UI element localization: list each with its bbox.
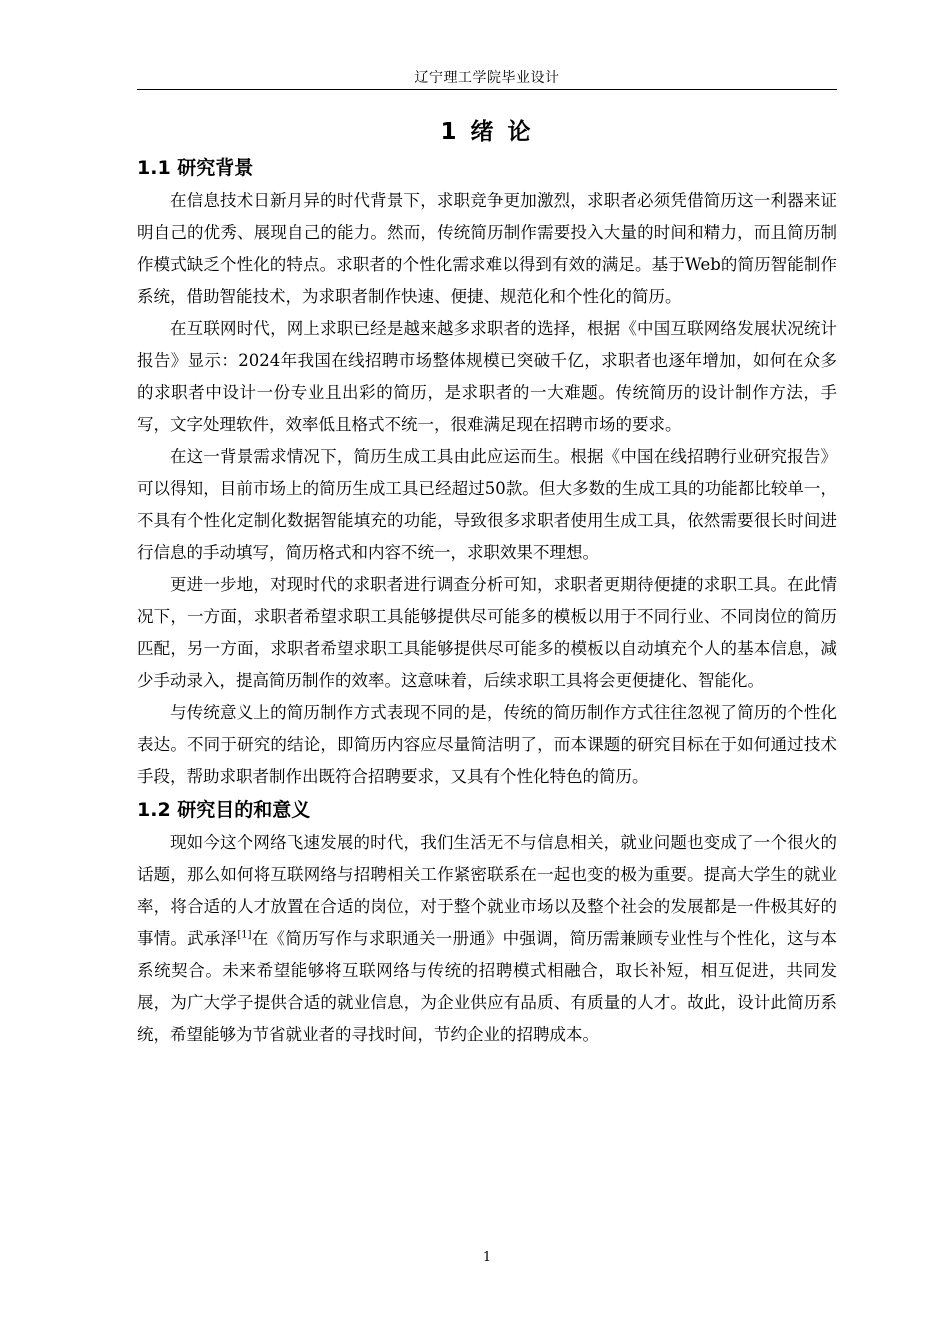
paragraph-with-citation <box>137 827 837 1051</box>
section-title-1-2: 1.2 研究目的和意义 <box>137 799 311 821</box>
paragraph: 在这一背景需求情况下，简历生成工具由此应运而生。根据《中国在线招聘行业研究报告》可以得知，目前市场上的简历生成工具已经超过50款。但大多数的生成工具的功能都比较单一，不具有个性化定制化数据智能填充的功能，导致很多求职者使用生成工具，依然需要很长时间进行信息的手动填写，简历格式和内容不统一，求职效果不理想。 <box>137 447 837 562</box>
section-title-1-1: 1.1 研究背景 <box>137 157 254 179</box>
chapter-title: 1 绪 论 <box>440 119 534 145</box>
paragraph: 更进一步地，对现时代的求职者进行调查分析可知，求职者更期待便捷的求职工具。在此情况下，一方面，求职者希望求职工具能够提供尽可能多的模板以用于不同行业、不同岗位的简历匹配，另一方面，求职者希望求职工具能够提供尽可能多的模板以自动填充个人的基本信息，减少手动录入，提高简历制作的效率。这意味着，后续求职工具将会更便捷化、智能化。 <box>137 575 837 690</box>
paragraph: 与传统意义上的简历制作方式表现不同的是，传统的简历制作方式往往忽视了简历的个性化表达。不同于研究的结论，即简历内容应尽量简洁明了，而本课题的研究目标在于如何通过技术手段，帮助求职者制作出既符合招聘要求，又具有个性化特色的简历。 <box>137 703 837 786</box>
paragraph: 在互联网时代，网上求职已经是越来越多求职者的选择，根据《中国互联网络发展状况统计报告》显示：2024年我国在线招聘市场整体规模已突破千亿，求职者也逐年增加，如何在众多的求职者中设计一份专业且出彩的简历，是求职者的一大难题。传统简历的设计制作方法，手写，文字处理软件，效率低且格式不统一，很难满足现在招聘市场的要求。 <box>137 319 837 434</box>
page-header: 辽宁理工学院毕业设计 <box>414 70 560 86</box>
paragraph-text-before-citation: 现如今这个网络飞速发展的时代，我们生活无不与信息相关，就业问题也变成了一个很火的话题，那么如何将互联网络与招聘相关工作紧密联系在一起也变的极为重要。提高大学生的就业率，将合适的人才放置在合适的岗位，对于整个就业市场以及整个社会的发展都是一件极其好的事情。武承泽 <box>137 833 837 948</box>
paragraph-text-after-citation: 在《简历写作与求职通关一册通》中强调，简历需兼顾专业性与个性化，这与本系统契合。未来希望能够将互联网络与传统的招聘模式相融合，取长补短，相互促进，共同发展，为广大学子提供合适的就业信息，为企业供应有品质、有质量的人才。故此，设计此简历系统，希望能够为节省就业者的寻找时间，节约企业的招聘成本。 <box>137 929 838 1044</box>
page-number: 1 <box>482 1250 492 1265</box>
header-rule <box>137 89 837 90</box>
paragraph: 在信息技术日新月异的时代背景下，求职竞争更加激烈，求职者必须凭借简历这一利器来证明自己的优秀、展现自己的能力。然而，传统简历制作需要投入大量的时间和精力，而且简历制作模式缺乏个性化的特点。求职者的个性化需求难以得到有效的满足。基于Web的简历智能制作系统，借助智能技术，为求职者制作快速、便捷、规范化和个性化的简历。 <box>137 191 837 306</box>
citation-reference: [1] <box>237 929 252 941</box>
page-content <box>137 113 837 1051</box>
